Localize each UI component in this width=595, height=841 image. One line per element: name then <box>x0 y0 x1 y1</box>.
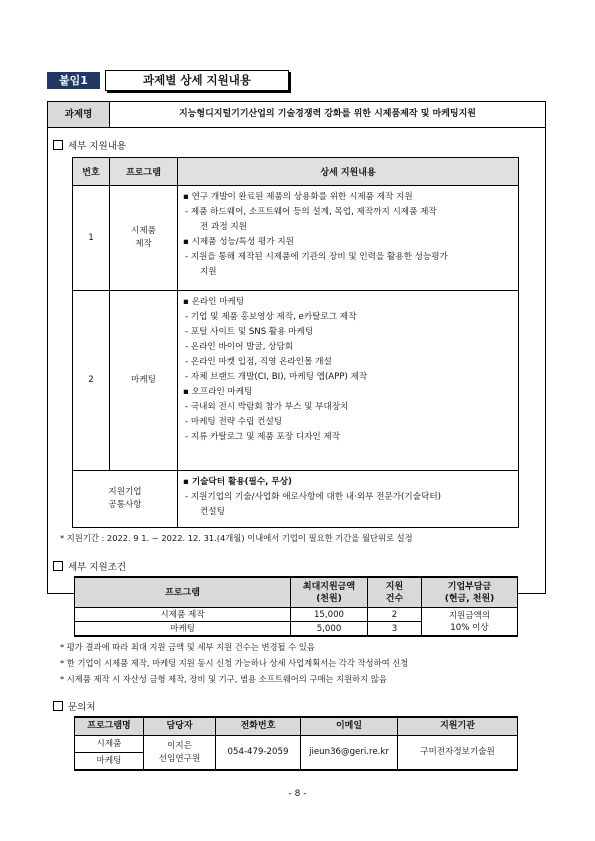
cell-program: 마케팅 <box>75 622 291 637</box>
checkbox-square-icon <box>53 561 63 571</box>
detail-subitem: - 온라인 마켓 입점, 직영 온라인몰 개설 <box>185 357 332 367</box>
divider <box>48 127 545 128</box>
cell-program: 마케팅 <box>75 753 144 771</box>
cell-email[interactable]: jieun36@geri.re.kr <box>301 736 398 771</box>
program-name-line: 시제품 <box>131 226 156 236</box>
detail-subitem-cont: 컨설팅 <box>200 507 225 517</box>
col-header-program: 프로그램 <box>75 577 291 608</box>
detail-subitem: - 지원기업의 기술/사업화 애로사항에 대한 내·외부 전문가(기술닥터) <box>185 492 441 502</box>
detail-subitem: - 지원을 통해 제작된 시제품에 기관의 장비 및 인력을 활용한 성능평가 <box>185 252 448 262</box>
section-contact-heading <box>53 699 96 713</box>
col-header-count <box>368 577 422 608</box>
cell-program: 시제품 제작 <box>75 608 291 622</box>
col-header-company-share <box>422 577 518 608</box>
cell-max-amount: 15,000 <box>291 608 368 622</box>
section-title: 세부 지원내용 <box>68 141 127 152</box>
col-header-organization: 지원기관 <box>398 717 518 736</box>
table-row <box>75 608 518 622</box>
detail-subitem-cont: 전 과정 지원 <box>200 222 247 232</box>
row-number: 1 <box>73 186 110 291</box>
row-detail <box>178 471 519 528</box>
detail-bullet: ▪ 온라인 마케팅 <box>183 295 512 310</box>
table-row <box>73 471 519 528</box>
person-name: 이지은 <box>167 740 192 751</box>
col-header-detail: 상세 지원내용 <box>178 158 519 186</box>
detail-subitem: - 기업 및 제품 홍보영상 제작, e카탈로그 제작 <box>185 312 357 322</box>
page-number: - 8 - <box>288 789 307 799</box>
col-header-max-amount <box>291 577 368 608</box>
checkbox-square-icon <box>53 140 63 150</box>
detail-bullet: ▪ 시제품 성능/특성 평가 지원 <box>183 235 512 250</box>
header-line: 최대지원금액 <box>302 581 356 592</box>
cell-max-amount: 5,000 <box>291 622 368 637</box>
detail-subitem: - 포털 사이트 및 SNS 활용 마케팅 <box>185 327 314 337</box>
row-program <box>73 471 178 528</box>
task-title: 지능형디지털기기산업의 기술경쟁력 강화를 위한 시제품제작 및 마케팅지원 <box>178 109 476 119</box>
table-row <box>75 736 518 753</box>
checkbox-square-icon <box>53 701 63 711</box>
header-line: 기업부담금 <box>447 581 492 592</box>
section-title: 문의처 <box>68 702 96 713</box>
share-line: 지원금액의 <box>448 610 491 621</box>
detail-subitem: - 제품 하드웨어, 소프트웨어 등의 설계, 목업, 제작까지 시제품 제작 <box>185 207 437 217</box>
table-header-row <box>75 717 518 736</box>
header-line: (천원) <box>316 593 342 604</box>
col-header-contact-person: 담당자 <box>144 717 216 736</box>
row-detail <box>178 186 519 291</box>
cell-count: 2 <box>368 608 422 622</box>
col-header-no: 번호 <box>73 158 110 186</box>
table-header-row <box>75 577 518 608</box>
row-detail <box>178 291 519 471</box>
section-support-heading <box>53 138 126 152</box>
support-detail-table <box>72 157 519 528</box>
share-line: 10% 이상 <box>450 622 489 633</box>
cell-phone: 054-479-2059 <box>216 736 301 771</box>
attachment-tag: 붙임1 <box>47 72 100 89</box>
period-note: * 지원기간 : 2022. 9 1. ~ 2022. 12. 31.(4개월) 이내에서 기업이 필요한 기간을 월단위로 설정 <box>60 533 413 543</box>
row-program: 마케팅 <box>110 291 178 471</box>
page-title: 과제별 상세 지원내용 <box>105 70 289 91</box>
cell-contact-person <box>144 736 216 771</box>
program-name-line: 지원기업 <box>108 487 142 497</box>
condition-table <box>74 576 518 637</box>
section-title: 세부 지원조건 <box>68 562 127 573</box>
table-row <box>73 291 519 471</box>
section-condition-heading <box>53 559 126 573</box>
col-header-email: 이메일 <box>301 717 398 736</box>
row-number: 2 <box>73 291 110 471</box>
detail-subitem-cont: 지원 <box>200 267 217 277</box>
detail-subitem: - 마케팅 전략 수립 컨설팅 <box>185 417 283 427</box>
cell-program: 시제품 <box>75 736 144 753</box>
program-name-line: 제작 <box>135 239 152 249</box>
header-line: 지원 <box>385 581 404 592</box>
detail-bullet: ▪ 기술닥터 활용(필수, 무상) <box>183 475 512 490</box>
col-header-program: 프로그램 <box>110 158 178 186</box>
cell-organization: 구미전자정보기술원 <box>398 736 518 771</box>
table-row <box>73 186 519 291</box>
cell-count: 3 <box>368 622 422 637</box>
header-line: 건수 <box>385 593 404 604</box>
table-header-row <box>73 158 519 186</box>
condition-note: * 평가 결과에 따라 최대 지원 금액 및 세부 지원 건수는 변경될 수 있음 <box>60 642 315 652</box>
detail-bullet: ▪ 오프라인 마케팅 <box>183 385 512 400</box>
col-header-phone: 전화번호 <box>216 717 301 736</box>
row-program <box>110 186 178 291</box>
detail-subitem: - 지류 카탈로그 및 제품 포장 디자인 제작 <box>185 432 341 442</box>
header-line: (현금, 천원) <box>444 593 495 604</box>
contact-table <box>74 716 518 771</box>
detail-subitem: - 온라인 바이어 발굴, 상담회 <box>185 342 294 352</box>
cell-company-share <box>422 608 518 637</box>
task-label: 과제명 <box>48 102 110 127</box>
condition-note: * 시제품 제작 시 자산성 금형 제작, 장비 및 기구, 범용 소프트웨어의 구매는 지원하지 않음 <box>60 674 387 684</box>
detail-subitem: - 자체 브랜드 개발(CI, BI), 마케팅 앱(APP) 제작 <box>185 372 368 382</box>
condition-note: * 한 기업이 시제품 제작, 마케팅 지원 동시 신청 가능하나 상세 사업계획서는 각각 작성하여 신청 <box>60 658 409 668</box>
person-title: 선임연구원 <box>158 753 201 764</box>
program-name-line: 공통사항 <box>108 500 142 510</box>
detail-subitem: - 국내외 전시 박람회 참가 부스 및 부대장치 <box>185 402 349 412</box>
detail-bullet: ▪ 연구 개발이 완료된 제품의 상용화를 위한 시제품 제작 지원 <box>183 190 512 205</box>
col-header-program: 프로그램명 <box>75 717 144 736</box>
